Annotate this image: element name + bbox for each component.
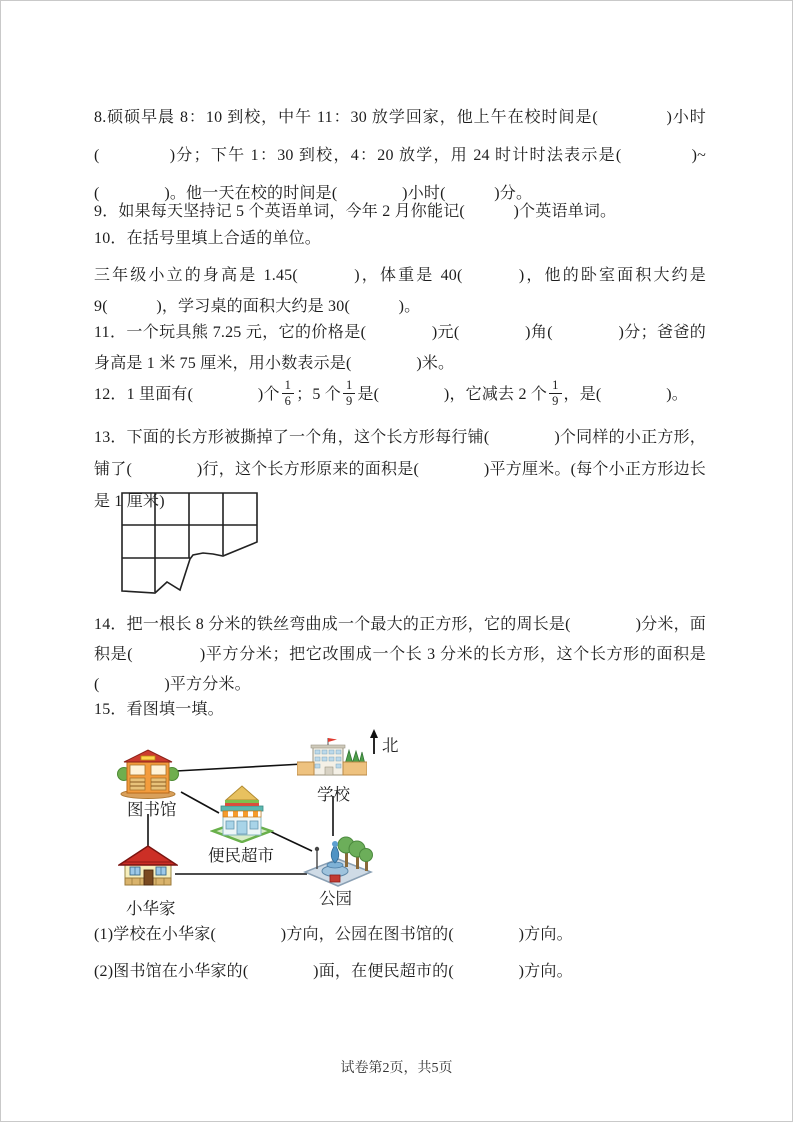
question-10-body: 三年级小立的身高是 1.45( )，体重是 40( )，他的卧室面积大约是 9( )，学习桌的面积大约是 30( )。 <box>94 267 706 315</box>
page-footer: 试卷第2页，共5页 <box>340 1061 453 1076</box>
fraction-denominator: 6 <box>284 393 292 408</box>
question-11: 11．一个玩具熊 7.25 元，它的价格是( )元( )角( )分；爸爸的身高是 1 米 75 厘米，用小数表示是( )米。 <box>94 324 706 372</box>
fraction-numerator: 1 <box>549 378 561 393</box>
question-14: 14．把一根长 8 分米的铁丝弯曲成一个最大的正方形，它的周长是( )分米，面积是( )平方分米；把它改围成一个长 3 分米的长方形，这个长方形的面积是( )平方分米。 <box>94 616 706 693</box>
fraction-one-ninth <box>549 378 561 408</box>
q12-segment: 是( )，它减去 2 个 <box>357 386 548 403</box>
north-arrow <box>367 729 381 755</box>
fraction-one-ninth <box>343 378 355 408</box>
torn-rectangle-grid-figure <box>120 491 262 597</box>
label-park: 公园 <box>319 889 352 908</box>
label-library: 图书馆 <box>127 800 177 819</box>
question-9: 9．如果每天坚持记 5 个英语单词，今年 2 月你能记( )个英语单词。 <box>94 203 617 220</box>
park-icon <box>303 831 373 887</box>
question-15-sub1: (1)学校在小华家( )方向，公园在图书馆的( )方向。 <box>94 926 573 943</box>
fraction-numerator: 1 <box>343 378 355 393</box>
home-icon <box>118 844 178 892</box>
fraction-denominator: 9 <box>345 393 353 408</box>
fraction-numerator: 1 <box>282 378 294 393</box>
library-icon <box>117 747 179 799</box>
q12-segment: ；5 个 <box>296 386 341 403</box>
label-school: 学校 <box>317 785 350 804</box>
supermarket-icon <box>210 783 274 843</box>
question-12 <box>94 373 706 417</box>
question-13: 13．下面的长方形被撕掉了一个角，这个长方形每行铺( )个同样的小正方形，铺了( )行，这个长方形原来的面积是( )平方厘米。(每个小正方形边长是 1 厘米) <box>94 429 706 510</box>
question-15-intro: 15．看图填一填。 <box>94 701 224 718</box>
torn-grid-svg <box>120 491 262 597</box>
label-home: 小华家 <box>126 899 176 918</box>
north-arrow-icon <box>367 729 381 755</box>
school-icon <box>297 737 367 779</box>
question-8: 8.硕硕早晨 8：10 到校，中午 11：30 放学回家，他上午在校时间是( )小时( )分；下午 1：30 到校，4：20 放学，用 24 时计时法表示是( )~( )。他一天在校的时间是( )小时( )分。 <box>94 109 706 202</box>
fraction-one-sixth <box>282 378 294 408</box>
q12-segment: 12．1 里面有( )个 <box>94 386 280 403</box>
north-label: 北 <box>382 736 399 755</box>
q12-segment: ，是( )。 <box>563 386 688 403</box>
question-10-intro: 10．在括号里填上合适的单位。 <box>94 230 322 247</box>
fraction-denominator: 9 <box>552 393 559 408</box>
label-supermarket: 便民超市 <box>208 846 274 865</box>
question-15-sub2: (2)图书馆在小华家的( )面，在便民超市的( )方向。 <box>94 963 573 980</box>
